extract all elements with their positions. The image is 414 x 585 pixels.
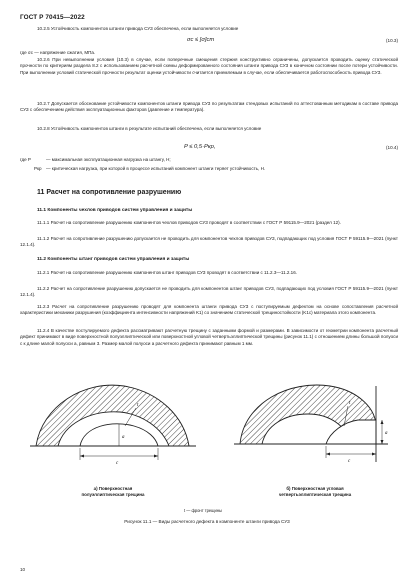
formula-10-3: σс ≤ [σ]ст xyxy=(187,37,215,43)
paragraph-11-2-2: 11.2.2 Расчет на сопротивление разрушению допускается не проводить для компонентов штанг приводов СУЗ, подпадающих под условия ГОСТ Р 59115.9—2021 (пункт 12.1.4). xyxy=(20,286,398,298)
figure-b-label-c: с xyxy=(348,459,351,464)
document-code-header: ГОСТ Р 70415—2022 xyxy=(20,14,85,21)
paragraph-11-2-4: 11.2.4 В качестве постулируемого дефекта рассматривают расчетную трещину с заданными формой и размерами. В зависимости от геометрии компонента расчетный дефект принимают в виде поверхностной полуэллиптической или поверхностной угловой четвертьэллиптической трещины (рисунок 11.1) с отношением длины большой полуоси с к длине малой полуоси а, равным 3. Размер малой полуоси а расчетного дефекта принимают равным 1 мм. xyxy=(20,328,398,346)
figure-b-caption: б) Поверхностная угловая четвертьэллиптическая трещина xyxy=(278,486,352,497)
page-number: 10 xyxy=(20,567,26,572)
crack-front-b xyxy=(326,420,376,444)
definition-p-text: — максимальная эксплуатационная нагрузка на штангу, Н; xyxy=(46,157,171,162)
definition-pkr-label: Pкр xyxy=(34,166,42,171)
figure-b-corner-crack xyxy=(226,366,396,480)
figure-b-label-a: а xyxy=(385,431,388,436)
section-11-heading: 11 Расчет на сопротивление разрушению xyxy=(37,189,182,196)
definition-sigma: где σс — напряжение сжатия, МПа. xyxy=(20,50,96,55)
paragraph-10-2-6: 10.2.6 При невыполнении условия (10.3) в случае, если поперечные смещения стержня конструктивно ограничены, допускается проводить оценку статической прочности по критериям раздела 8.2 с использованием расчетной схемы деформированного состояния штанги привода СУЗ в конечном состоянии после потери устойчивости. При выполнении условий статической прочности результат оценки устойчивости считается приемлемым в случае, если обеспечивается работоспособность привода СУЗ. xyxy=(20,57,398,75)
formula-10-3-number: (10.3) xyxy=(385,38,398,43)
paragraph-11-2-1: 11.2.1 Расчет на сопротивление разрушению компонентов штанг приводов СУЗ проводят в соответствии с 11.2.3—11.2.16. xyxy=(37,270,297,275)
figure-caption: Рисунок 11.1 — Виды расчетного дефекта в компоненте штанги привода СУЗ xyxy=(124,519,290,524)
formula-10-4-number: (10.4) xyxy=(385,145,398,150)
figure-a-label-a: а xyxy=(122,435,125,440)
paragraph-11-1-2: 11.1.2 Расчет на сопротивление разрушению допускается не проводить для компонентов чехлов приводов СУЗ, подпадающих под условия ГОСТ Р 59115.9—2021 (пункт 12.1.4). xyxy=(20,236,398,248)
definition-pkr-text: — критическая нагрузка, при которой в процессе испытаний компонент штанги теряет устойчивость, Н. xyxy=(46,166,266,171)
figure-note: t — фронт трещины xyxy=(184,508,222,513)
paragraph-11-2-3: 11.2.3 Расчет на сопротивление разрушению проводят для компонента штанги привода СУЗ с постулируемым дефектом на основе сопоставления расчетной характеристики механики разрушения (коэффициента интенсивности напряжений K1) со значением статической трещиностойкости (K1c) материала этого компонента. xyxy=(20,304,398,316)
definition-p-label: где P xyxy=(20,157,31,162)
paragraph-10-2-8: 10.2.8 Устойчивость компонентов штанги в результате испытаний обеспечена, если выполняется условие xyxy=(37,126,262,131)
figure-a-caption: а) Поверхностная полуэллиптическая трещина xyxy=(81,486,145,497)
paragraph-10-2-7: 10.2.7 Допускается обоснование устойчивости компонентов штанги привода СУЗ по результатам стендовых испытаний по аттестованным методикам в составе привода СУЗ с обеспечением действия эксплуатационных факторов (давление и температура). xyxy=(20,101,398,113)
figure-a-semi-elliptical-crack xyxy=(24,368,200,480)
subsection-11-1-heading: 11.1 Компоненты чехлов приводов систем управления и защиты xyxy=(37,208,193,213)
figure-a-label-c: с xyxy=(116,461,119,466)
figure-b-label-t: t xyxy=(349,401,351,406)
paragraph-11-1-1: 11.1.1 Расчет на сопротивление разрушению компонентов чехлов приводов СУЗ проводят в соответствии с ГОСТ Р 59115.9—2021 (раздел 12). xyxy=(37,220,341,225)
figure-a-label-t: t xyxy=(137,403,139,408)
paragraph-10-2-5: 10.2.5 Устойчивость компонентов штанги привода СУЗ обеспечена, если выполняется условие xyxy=(37,26,239,31)
formula-10-4: P ≤ 0,5·Pкр, xyxy=(184,144,216,150)
subsection-11-2-heading: 11.2 Компоненты штанг приводов систем управления и защиты xyxy=(37,257,190,262)
